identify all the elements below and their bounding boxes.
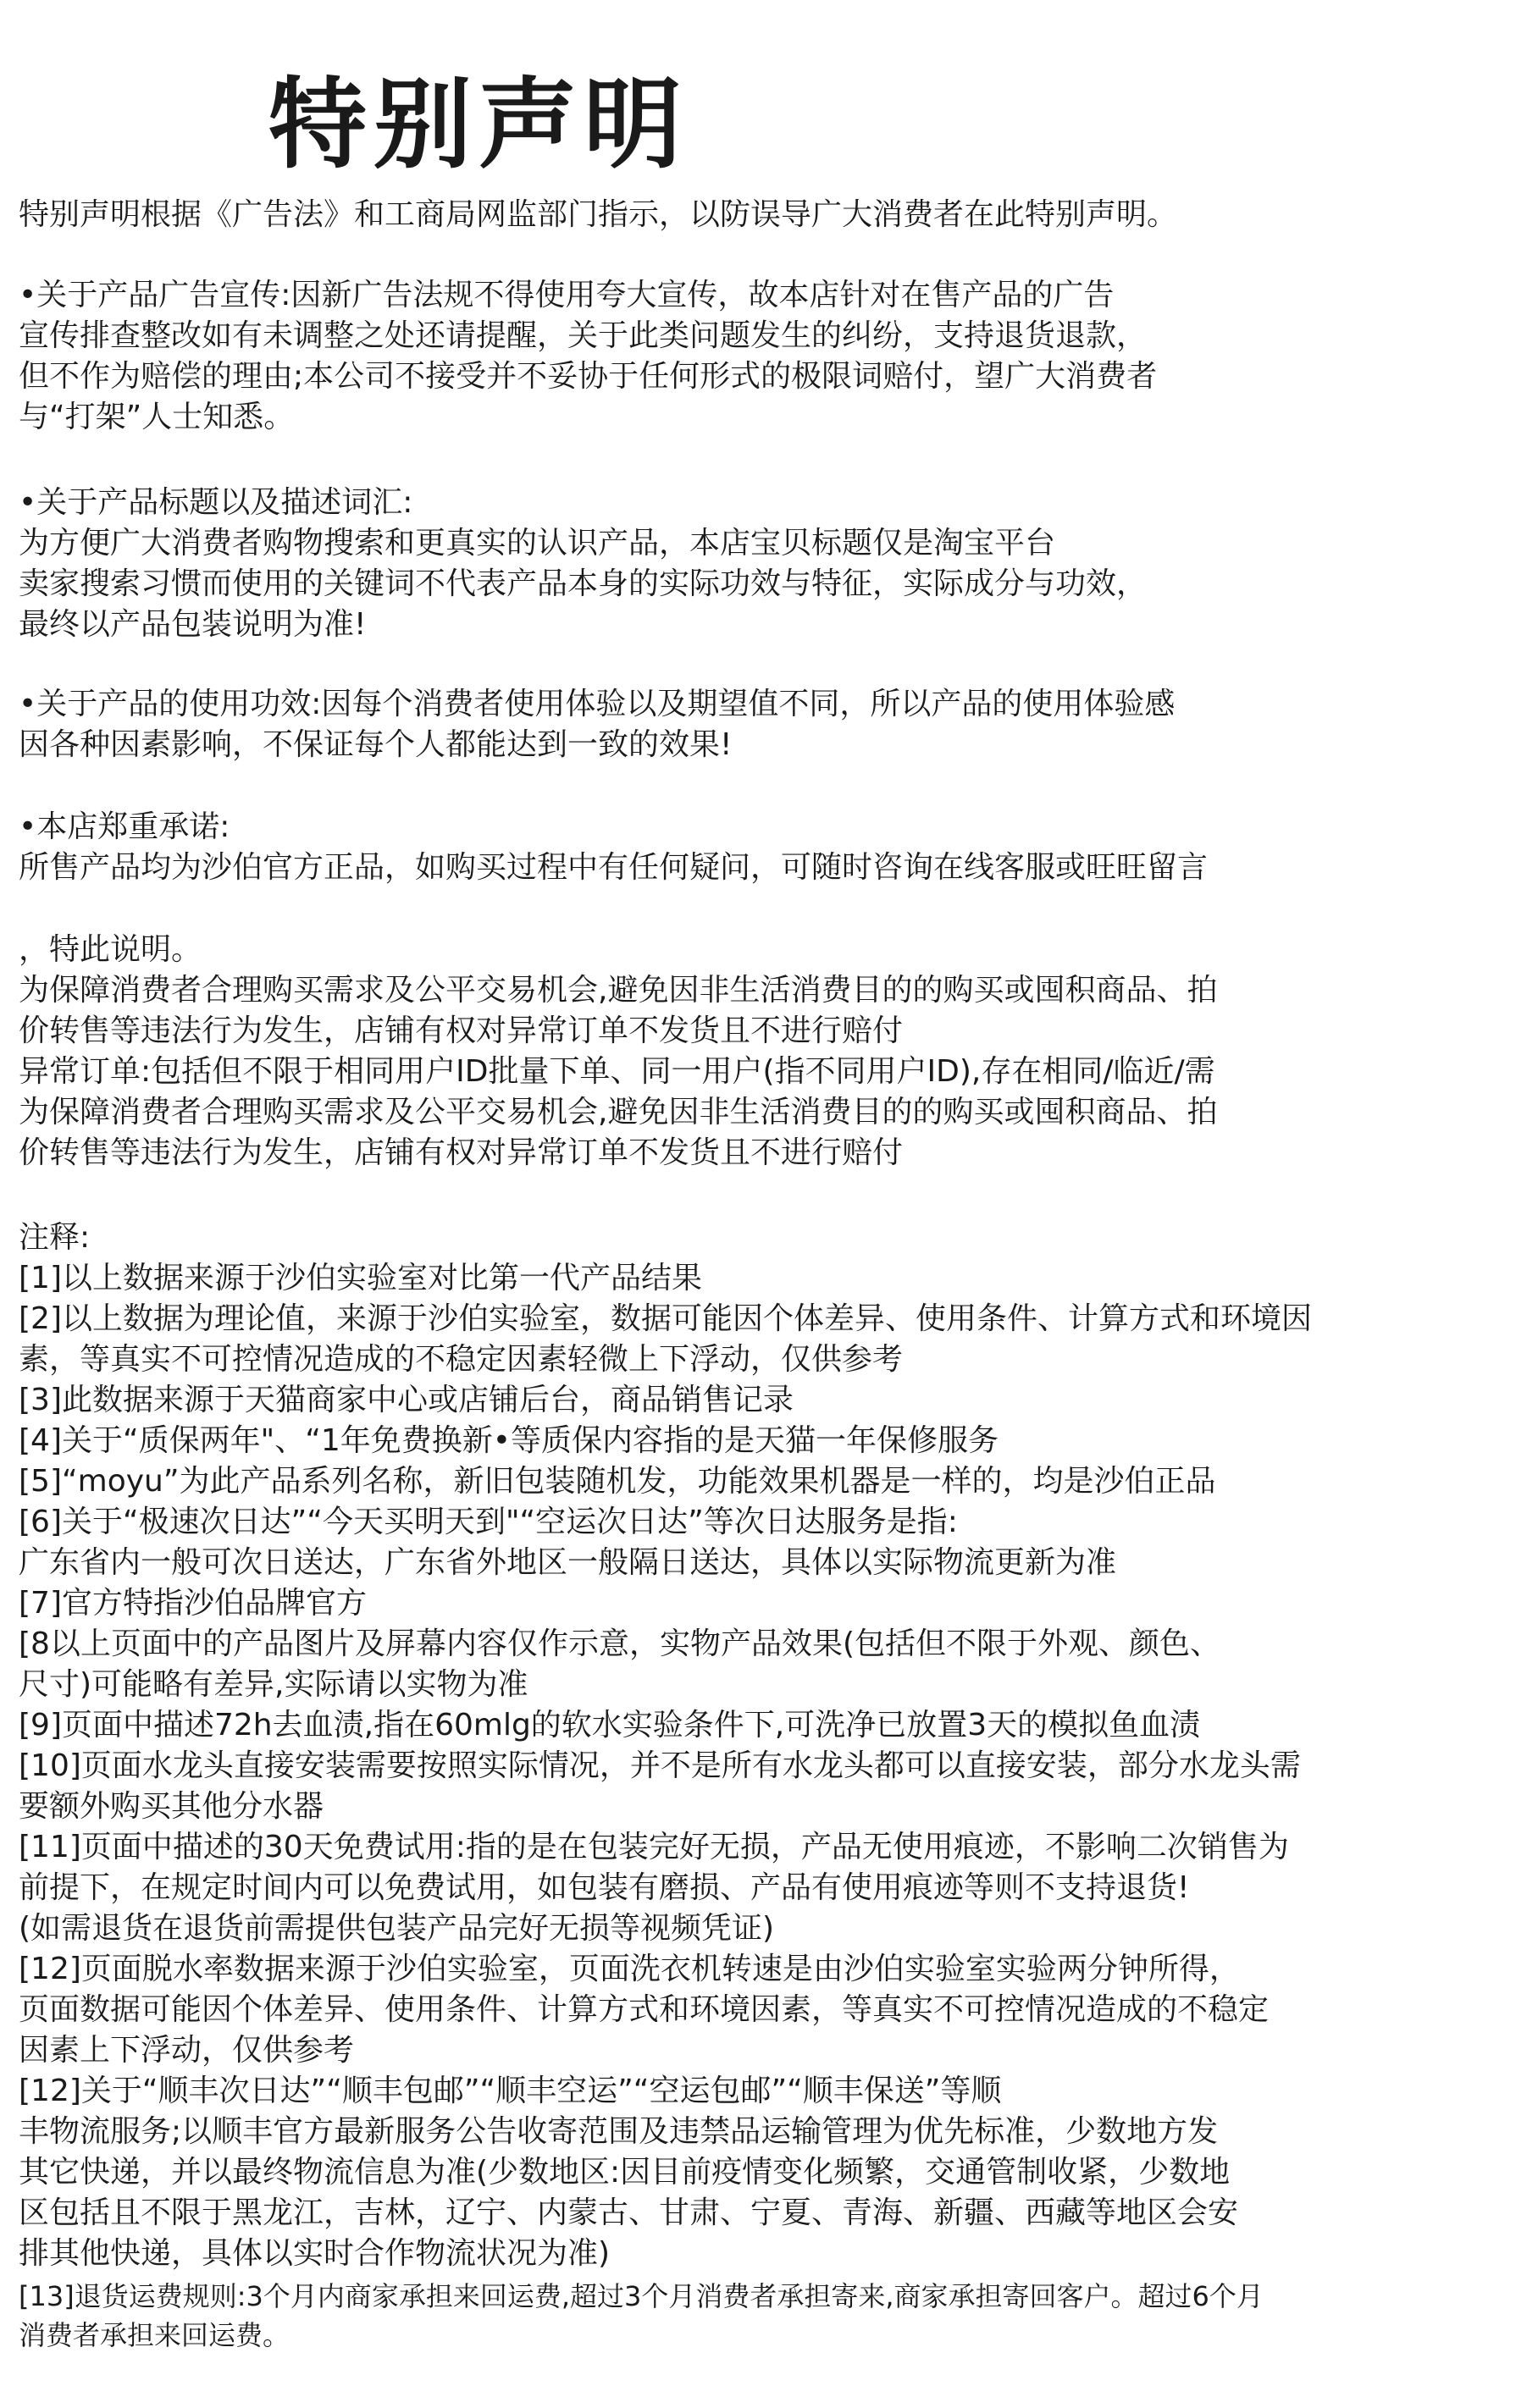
notes-heading: 注释: (19, 1220, 91, 1255)
note-line: 消费者承担来回运费。 (19, 2319, 290, 2351)
note-line: [12]关于“顺丰次日达”“顺丰包邮”“顺丰空运”“空运包邮”“顺丰保送”等顺 (19, 2074, 1002, 2108)
note-line: [6]关于“极速次日达”“今天买明天到"“空运次日达”等次日达服务是指: (19, 1505, 958, 1539)
note-line: 页面数据可能因个体差异、使用条件、计算方式和环境因素，等真实不可控情况造成的不稳定 (19, 1992, 1270, 2027)
note-line: 因素上下浮动，仅供参考 (19, 2033, 355, 2068)
note-line: [11]页面中描述的30天免费试用:指的是在包装完好无损，产品无使用痕迹，不影响二次销售为 (19, 1830, 1289, 1864)
ad-notice-line: •关于产品广告宣传:因新广告法规不得使用夸大宣传，故本店针对在售产品的广告 (19, 278, 1115, 312)
note-line: [13]退货运费规则:3个月内商家承担来回运费,超过3个月消费者承担寄来,商家承担寄回客户。超过6个月 (19, 2280, 1264, 2312)
order-notice-line: 异常订单:包括但不限于相同用户ID批量下单、同一用户(指不同用户ID),存在相同/临近/需 (19, 1054, 1215, 1089)
note-line: [5]“moyu”为此产品系列名称，新旧包装随机发，功能效果机器是一样的，均是沙伯正品 (19, 1464, 1216, 1499)
title-notice-line: •关于产品标题以及描述词汇: (19, 485, 413, 520)
order-notice-line: 为保障消费者合理购买需求及公平交易机会,避免因非生活消费目的的购买或囤积商品、拍 (19, 973, 1218, 1008)
note-line: [8以上页面中的产品图片及屏幕内容仅作示意，实物产品效果(包括但不限于外观、颜色、 (19, 1627, 1220, 1661)
note-line: 素，等真实不可控情况造成的不稳定因素轻微上下浮动，仅供参考 (19, 1342, 904, 1377)
order-notice-line: 为保障消费者合理购买需求及公平交易机会,避免因非生活消费目的的购买或囤积商品、拍 (19, 1095, 1218, 1129)
promise-line: 所售产品均为沙伯官方正品，如购买过程中有任何疑问，可随时咨询在线客服或旺旺留言 (19, 850, 1209, 885)
note-line: [10]页面水龙头直接安装需要按照实际情况，并不是所有水龙头都可以直接安装，部分水龙头需 (19, 1748, 1301, 1783)
note-line: 排其他快递，具体以实时合作物流状况为准) (19, 2236, 611, 2271)
note-line: [9]页面中描述72h去血渍,指在60mlg的软水实验条件下,可洗净已放置3天的模拟鱼血渍 (19, 1708, 1201, 1742)
order-notice-line: 价转售等违法行为发生，店铺有权对异常订单不发货且不进行赔付 (19, 1135, 904, 1170)
title-notice-line: 卖家搜索习惯而使用的关键词不代表产品本身的实际功效与特征，实际成分与功效， (19, 566, 1148, 601)
ad-notice-line: 与“打架”人士知悉。 (19, 400, 295, 434)
intro-line: 特别声明根据《广告法》和工商局网监部门指示，以防误导广大消费者在此特别声明。 (19, 197, 1178, 232)
promise-line: •本店郑重承诺: (19, 809, 230, 844)
note-line: (如需退货在退货前需提供包装产品完好无损等视频凭证) (19, 1911, 775, 1946)
page-title: 特别声明 (268, 68, 689, 182)
effect-notice-line: •关于产品的使用功效:因每个消费者使用体验以及期望值不同，所以产品的使用体验感 (19, 687, 1176, 721)
note-line: [1]以上数据来源于沙伯实验室对比第一代产品结果 (19, 1261, 702, 1295)
note-line: [12]页面脱水率数据来源于沙伯实验室，页面洗衣机转速是由沙伯实验室实验两分钟所得， (19, 1952, 1240, 1986)
note-line: [4]关于“质保两年"、“1年免费换新•等质保内容指的是天猫一年保修服务 (19, 1423, 999, 1458)
note-line: 要额外购买其他分水器 (19, 1789, 324, 1824)
note-line: [2]以上数据为理论值，来源于沙伯实验室，数据可能因个体差异、使用条件、计算方式和环境因 (19, 1301, 1312, 1336)
note-line: 区包括且不限于黑龙江，吉林，辽宁、内蒙古、甘肃、宁夏、青海、新疆、西藏等地区会安 (19, 2195, 1239, 2230)
ad-notice-line: 宣传排查整改如有未调整之处还请提醒，关于此类问题发生的纠纷，支持退货退款， (19, 318, 1148, 353)
ad-notice-line: 但不作为赔偿的理由;本公司不接受并不妥协于任何形式的极限词赔付，望广大消费者 (19, 359, 1158, 394)
note-line: 丰物流服务;以顺丰官方最新服务公告收寄范围及违禁品运输管理为优先标准，少数地方发 (19, 2114, 1219, 2149)
note-line: 前提下，在规定时间内可以免费试用，如包装有磨损、产品有使用痕迹等则不支持退货! (19, 1870, 1190, 1905)
note-line: 尺寸)可能略有差异,实际请以实物为准 (19, 1667, 528, 1702)
order-notice-line: ，特此说明。 (19, 932, 202, 967)
title-notice-line: 为方便广大消费者购物搜索和更真实的认识产品，本店宝贝标题仅是淘宝平台 (19, 526, 1056, 561)
note-line: 广东省内一般可次日送达，广东省外地区一般隔日送达，具体以实际物流更新为准 (19, 1545, 1117, 1580)
effect-notice-line: 因各种因素影响，不保证每个人都能达到一致的效果! (19, 727, 733, 762)
title-notice-line: 最终以产品包装说明为准! (19, 607, 367, 642)
note-line: [3]此数据来源于天猫商家中心或店铺后台，商品销售记录 (19, 1383, 794, 1417)
order-notice-line: 价转售等违法行为发生，店铺有权对异常订单不发货且不进行赔付 (19, 1013, 904, 1048)
note-line: [7]官方特指沙伯品牌官方 (19, 1586, 367, 1621)
note-line: 其它快递，并以最终物流信息为准(少数地区:因目前疫情变化频繁，交通管制收紧，少数地 (19, 2155, 1231, 2190)
